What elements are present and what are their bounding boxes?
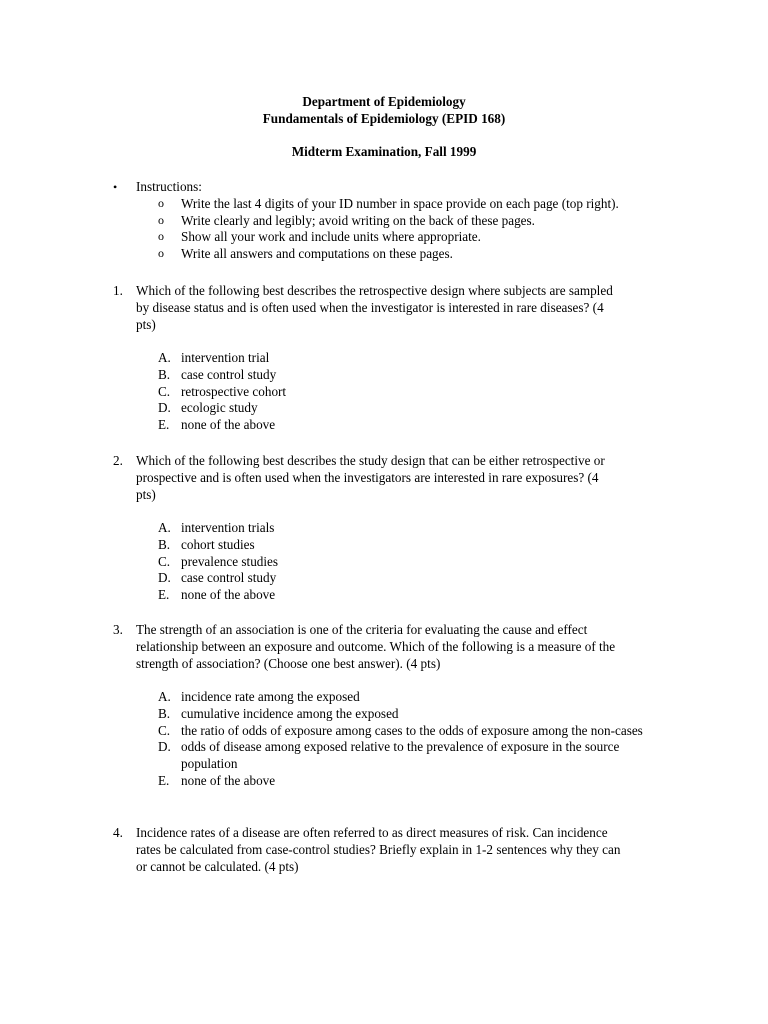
choice-option[interactable]: C. prevalence studies: [158, 553, 279, 569]
course-title: Fundamentals of Epidemiology (EPID 168): [262, 110, 506, 126]
choice-option[interactable]: A. incidence rate among the exposed: [158, 689, 360, 704]
exam-title: Midterm Examination, Fall 1999: [291, 144, 477, 160]
question-text: Incidence rates of a disease are often referred to as direct measures of risk. Can incidence rates be calculated from case-control studies? Briefly explain in 1-2 sentences why they can or cannot be calculated. (4 pts): [136, 825, 621, 874]
choice-option[interactable]: C. retrospective cohort: [158, 383, 287, 399]
instructions-label: Instructions:: [136, 179, 202, 194]
choice-option[interactable]: E. none of the above: [158, 587, 276, 603]
instruction-item: o Show all your work and include units where appropriate.: [158, 229, 481, 245]
question-number: 4.: [113, 825, 123, 840]
question-text: Which of the following best describes the retrospective design where subjects are sampled by disease status and is often used when the investigator is interested in rare diseases? (4 pts): [136, 283, 613, 332]
choice-option[interactable]: A. intervention trials: [158, 520, 275, 535]
question-number: 1.: [113, 283, 123, 298]
question-number: 3.: [113, 622, 123, 637]
instruction-item: o Write all answers and computations on these pages.: [158, 246, 453, 262]
choice-option[interactable]: D. ecologic study: [158, 400, 258, 416]
choice-list: [0, 689, 768, 790]
sub-bullet-icon: o: [158, 195, 164, 210]
instructions-section: [0, 179, 768, 263]
choice-option[interactable]: B. cumulative incidence among the exposed: [158, 705, 399, 721]
question-text: The strength of an association is one of the criteria for evaluating the cause and effect relationship between an exposure and outcome. Which of the following is a measure of the strength of association? (Choose one best answer). (4 pts): [136, 622, 616, 671]
question-text: Which of the following best describes the study design that can be either retrospective or prospective and is often used when the investigators are interested in rare exposures? (4 pts): [136, 453, 605, 502]
choice-option[interactable]: D. case control study: [158, 570, 277, 586]
choice-option[interactable]: E. none of the above: [158, 772, 276, 788]
choice-option[interactable]: A. intervention trial: [158, 350, 270, 365]
choice-list: [0, 520, 768, 604]
document-header: [0, 94, 768, 161]
department-title: Department of Epidemiology: [302, 94, 466, 109]
choice-list: [0, 350, 768, 434]
sub-bullet-icon: o: [158, 246, 164, 261]
choice-option[interactable]: D. odds of disease among exposed relative to the prevalence of exposure in the source population: [158, 739, 620, 772]
instruction-item: o Write clearly and legibly; avoid writing on the back of these pages.: [158, 212, 535, 228]
instruction-item: o Write the last 4 digits of your ID number in space provide on each page (top right).: [158, 195, 619, 211]
choice-option[interactable]: C. the ratio of odds of exposure among cases to the odds of exposure among the non-cases: [158, 722, 643, 738]
choice-option[interactable]: B. cohort studies: [158, 536, 255, 552]
question-number: 2.: [113, 453, 123, 468]
choice-option[interactable]: E. none of the above: [158, 417, 276, 433]
bullet-icon: •: [113, 180, 118, 194]
sub-bullet-icon: o: [158, 229, 164, 244]
choice-option[interactable]: B. case control study: [158, 366, 277, 382]
sub-bullet-icon: o: [158, 212, 164, 227]
